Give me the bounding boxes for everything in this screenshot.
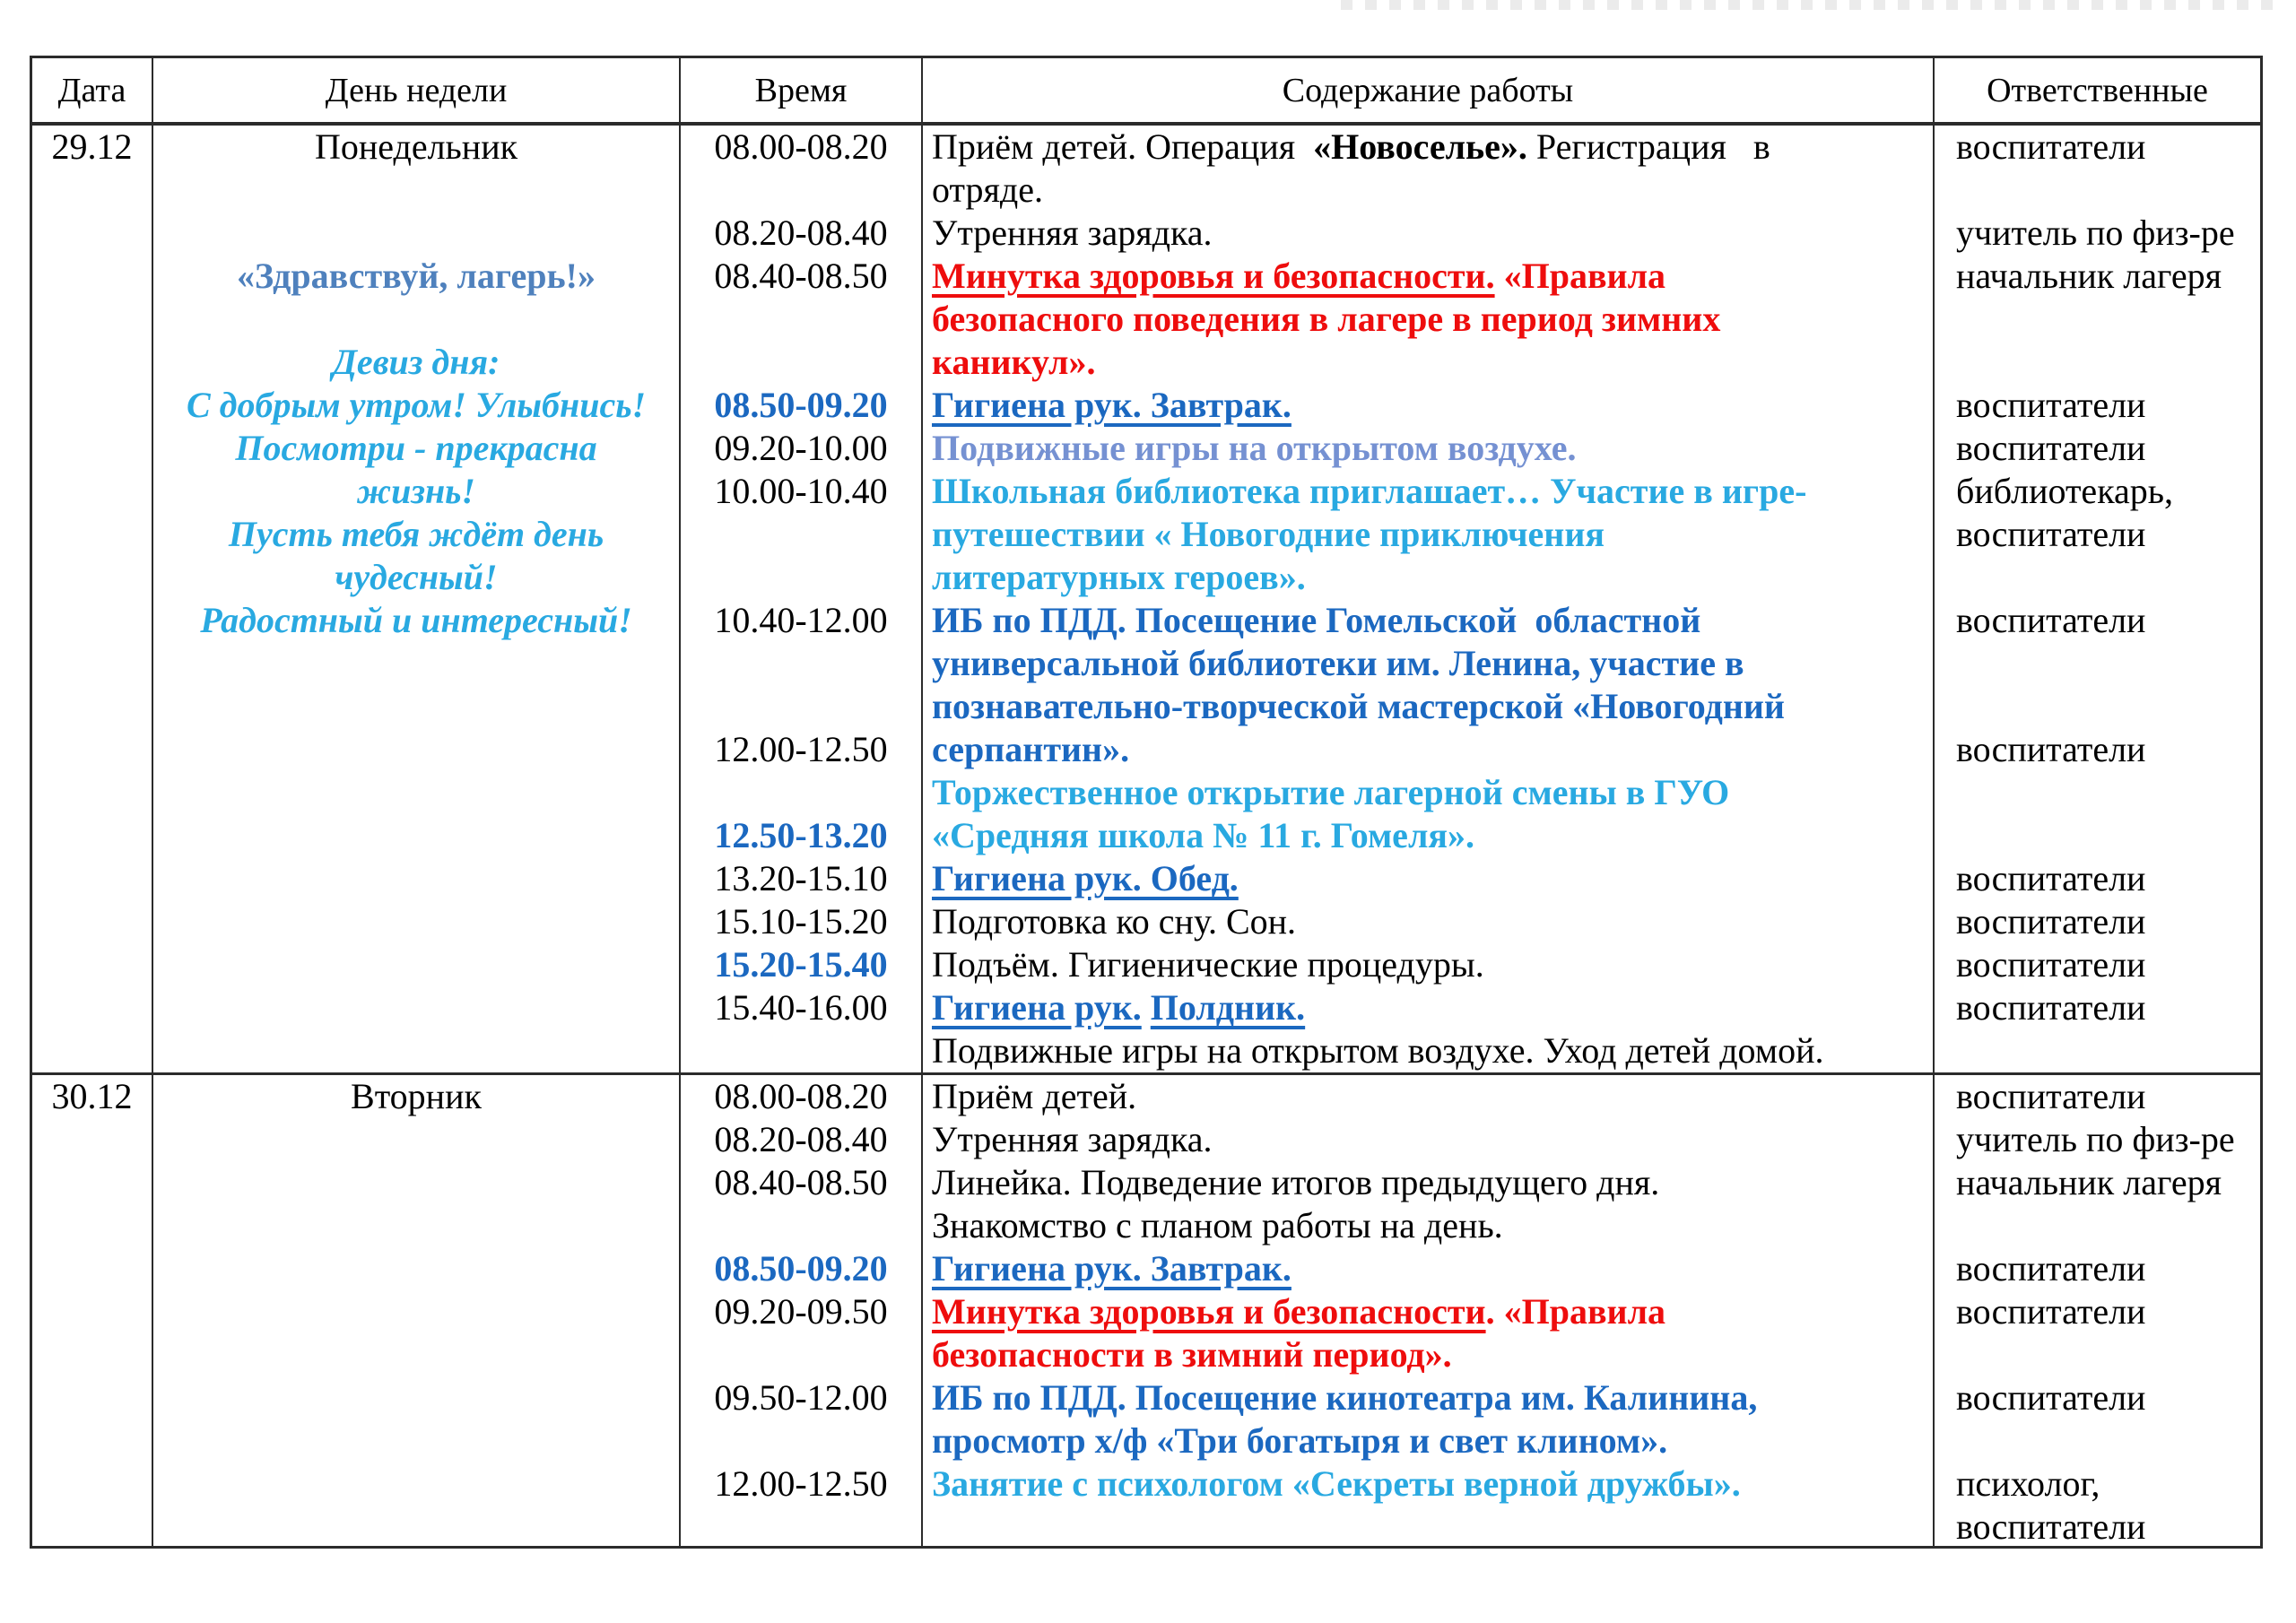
header-cell-responsible: Ответственные xyxy=(1987,71,2208,109)
responsible-value: воспитатели xyxy=(1956,729,2146,769)
time-value: 10.00-10.40 xyxy=(714,471,888,511)
time-value: 10.40-12.00 xyxy=(714,600,888,640)
responsible-value: учитель по физ-ре xyxy=(1956,213,2235,253)
activity-text-segment: «Правила xyxy=(1494,256,1666,296)
time-value: 08.00-08.20 xyxy=(714,126,888,167)
activity-line xyxy=(923,1029,1933,1072)
activity-text-segment: Подвижные игры на открытом воздухе. Уход детей домой. xyxy=(932,1030,1824,1071)
activity-text-segment: Утренняя зарядка. xyxy=(932,1119,1213,1159)
responsible-value: воспитатели xyxy=(1956,514,2146,554)
activity-line xyxy=(923,255,1933,298)
responsible-value: воспитатели xyxy=(1956,1076,2146,1116)
responsible-value: воспитатели xyxy=(1956,901,2146,942)
content-cell xyxy=(923,126,1935,1072)
time-value: 15.10-15.20 xyxy=(714,901,888,942)
responsible-value: воспитатели xyxy=(1956,858,2146,898)
responsible-value: психолог, xyxy=(1956,1463,2100,1504)
day-slogan: «Здравствуй, лагерь!» xyxy=(237,256,596,296)
activity-line xyxy=(923,1290,1933,1333)
responsible-value: воспитатели xyxy=(1956,987,2146,1028)
activity-text-segment: Торжественное открытие лагерной смены в ГУО xyxy=(932,772,1730,812)
date-cell xyxy=(32,1075,153,1546)
activity-line xyxy=(923,341,1933,384)
activity-text-segment: безопасности в зимний период». xyxy=(932,1334,1452,1375)
activity-line xyxy=(923,642,1933,685)
time-cell xyxy=(681,126,923,1072)
responsible-value: начальник лагеря xyxy=(1956,256,2222,296)
time-cell xyxy=(681,1075,923,1546)
content-cell xyxy=(923,1075,1935,1546)
time-value: 08.40-08.50 xyxy=(714,256,888,296)
responsible-value: воспитатели xyxy=(1956,126,2146,167)
activity-text-segment: Гигиена рук. Завтрак. xyxy=(932,1248,1292,1289)
time-value: 08.00-08.20 xyxy=(714,1076,888,1116)
activity-text-segment: «Новоселье». xyxy=(1313,126,1527,167)
schedule-table xyxy=(30,56,2263,1549)
schedule-row xyxy=(32,1072,2260,1546)
responsible-value: воспитатели xyxy=(1956,1291,2146,1332)
time-value: 12.00-12.50 xyxy=(714,1463,888,1504)
activity-text-segment: безопасного поведения в лагере в период зимних xyxy=(932,299,1721,339)
schedule-row xyxy=(32,126,2260,1072)
activity-line xyxy=(923,126,1933,169)
responsible-value: воспитатели xyxy=(1956,1377,2146,1418)
date-value: 30.12 xyxy=(51,1076,133,1116)
cropped-text-remnant xyxy=(1341,0,2283,10)
responsible-value: воспитатели xyxy=(1956,1506,2146,1547)
day-motto-line: Пусть тебя ждёт день xyxy=(228,514,604,554)
time-value: 12.00-12.50 xyxy=(714,729,888,769)
day-motto-line: С добрым утром! Улыбнись! xyxy=(186,385,647,425)
weekday-name: Понедельник xyxy=(314,126,518,167)
activity-line xyxy=(923,1161,1933,1204)
day-motto-line: жизнь! xyxy=(357,471,475,511)
activity-line xyxy=(923,1462,1933,1506)
activity-text-segment: Знакомство с планом работы на день. xyxy=(932,1205,1503,1245)
activity-text-segment: Минутка здоровья и безопасности. xyxy=(932,256,1495,296)
time-value: 08.20-08.40 xyxy=(714,213,888,253)
header-cell-weekday: День недели xyxy=(153,58,681,122)
responsible-value: воспитатели xyxy=(1956,944,2146,985)
date-value: 29.12 xyxy=(51,126,133,167)
time-value: 08.50-09.20 xyxy=(714,385,888,425)
activity-line xyxy=(923,1075,1933,1118)
date-cell xyxy=(32,126,153,1072)
activity-text-segment: Минутка здоровья и безопасности xyxy=(932,1291,1486,1332)
activity-line xyxy=(923,900,1933,943)
activity-line xyxy=(923,556,1933,599)
time-value: 12.50-13.20 xyxy=(714,815,888,855)
time-value: 08.50-09.20 xyxy=(714,1248,888,1289)
table-body xyxy=(32,126,2260,1546)
activity-text-segment: «Средняя школа № 11 г. Гомеля». xyxy=(932,815,1475,855)
responsible-value: начальник лагеря xyxy=(1956,1162,2222,1202)
activity-text-segment: отряде. xyxy=(932,169,1043,210)
activity-text-segment: Занятие с психологом «Секреты верной дружбы». xyxy=(932,1463,1741,1504)
activity-text-segment: серпантин». xyxy=(932,729,1130,769)
activity-line xyxy=(923,1118,1933,1161)
activity-text-segment: каникул». xyxy=(932,342,1096,382)
activity-line xyxy=(923,298,1933,341)
weekday-name: Вторник xyxy=(351,1076,482,1116)
activity-line xyxy=(923,169,1933,212)
header-cell-content: Содержание работы xyxy=(923,58,1935,122)
activity-line xyxy=(923,1419,1933,1462)
day-motto-line: Радостный и интересный! xyxy=(200,600,632,640)
activity-text-segment: литературных героев». xyxy=(932,557,1306,597)
header-cell-time: Время xyxy=(681,58,923,122)
time-value: 09.50-12.00 xyxy=(714,1377,888,1418)
activity-text-segment xyxy=(1142,987,1151,1028)
activity-text-segment: . «Правила xyxy=(1485,1291,1666,1332)
activity-text-segment: Приём детей. xyxy=(932,1076,1137,1116)
time-value: 13.20-15.10 xyxy=(714,858,888,898)
activity-text-segment: Школьная библиотека приглашает… Участие в игре- xyxy=(932,471,1807,511)
activity-line xyxy=(923,1333,1933,1376)
activity-text-segment: Гигиена рук. xyxy=(932,987,1142,1028)
activity-line xyxy=(923,685,1933,728)
responsible-cell xyxy=(1935,126,2260,1072)
time-value: 09.20-09.50 xyxy=(714,1291,888,1332)
activity-text-segment: просмотр х/ф «Три богатыря и свет клином». xyxy=(932,1420,1668,1461)
activity-text-segment: ИБ по ПДД. Посещение Гомельской областной xyxy=(932,600,1701,640)
activity-text-segment: Гигиена рук. Обед. xyxy=(932,858,1239,898)
activity-line xyxy=(923,771,1933,814)
time-value: 08.20-08.40 xyxy=(714,1119,888,1159)
activity-text-segment: Приём детей. Операция xyxy=(932,126,1314,167)
activity-line xyxy=(923,1376,1933,1419)
time-value: 09.20-10.00 xyxy=(714,428,888,468)
activity-line xyxy=(923,212,1933,255)
activity-line xyxy=(923,513,1933,556)
activity-line xyxy=(923,470,1933,513)
time-value: 15.20-15.40 xyxy=(714,944,888,985)
activity-line xyxy=(923,1204,1933,1247)
day-motto-line: чудесный! xyxy=(335,557,498,597)
activity-text-segment: ИБ по ПДД. Посещение кинотеатра им. Калинина, xyxy=(932,1377,1758,1418)
time-value: 08.40-08.50 xyxy=(714,1162,888,1202)
activity-text-segment: Гигиена рук. Завтрак. xyxy=(932,385,1292,425)
activity-text-segment: познавательно-творческой мастерской «Новогодний xyxy=(932,686,1785,726)
activity-text-segment: универсальной библиотеки им. Ленина, участие в xyxy=(932,643,1744,683)
responsible-value: воспитатели xyxy=(1956,600,2146,640)
weekday-cell xyxy=(153,1075,681,1546)
header-cell-date: Дата xyxy=(32,58,153,122)
activity-text-segment: Утренняя зарядка. xyxy=(932,213,1213,253)
activity-text-segment: Регистрация в xyxy=(1526,126,1770,167)
day-motto-line: Девиз дня: xyxy=(332,342,500,382)
activity-line xyxy=(923,728,1933,771)
activity-line xyxy=(923,427,1933,470)
activity-line xyxy=(923,986,1933,1029)
activity-text-segment: Подвижные игры на открытом воздухе. xyxy=(932,428,1577,468)
day-motto-line: Посмотри - прекрасна xyxy=(235,428,597,468)
responsible-value: учитель по физ-ре xyxy=(1956,1119,2235,1159)
responsible-value: воспитатели xyxy=(1956,1248,2146,1289)
activity-text-segment: Линейка. Подведение итогов предыдущего дня. xyxy=(932,1162,1660,1202)
activity-text-segment: Подготовка ко сну. Сон. xyxy=(932,901,1297,942)
activity-line xyxy=(923,943,1933,986)
responsible-cell xyxy=(1935,1075,2260,1546)
responsible-value: библиотекарь, xyxy=(1956,471,2174,511)
activity-line xyxy=(923,814,1933,857)
responsible-value: воспитатели xyxy=(1956,428,2146,468)
responsible-value: воспитатели xyxy=(1956,385,2146,425)
table-header-row xyxy=(32,58,2260,126)
activity-text-segment: Подъём. Гигиенические процедуры. xyxy=(932,944,1484,985)
activity-line xyxy=(923,857,1933,900)
activity-line xyxy=(923,384,1933,427)
weekday-cell xyxy=(153,126,681,1072)
activity-line xyxy=(923,599,1933,642)
activity-text-segment: Полдник. xyxy=(1150,987,1306,1028)
activity-text-segment: путешествии « Новогодние приключения xyxy=(932,514,1605,554)
time-value: 15.40-16.00 xyxy=(714,987,888,1028)
activity-line xyxy=(923,1247,1933,1290)
